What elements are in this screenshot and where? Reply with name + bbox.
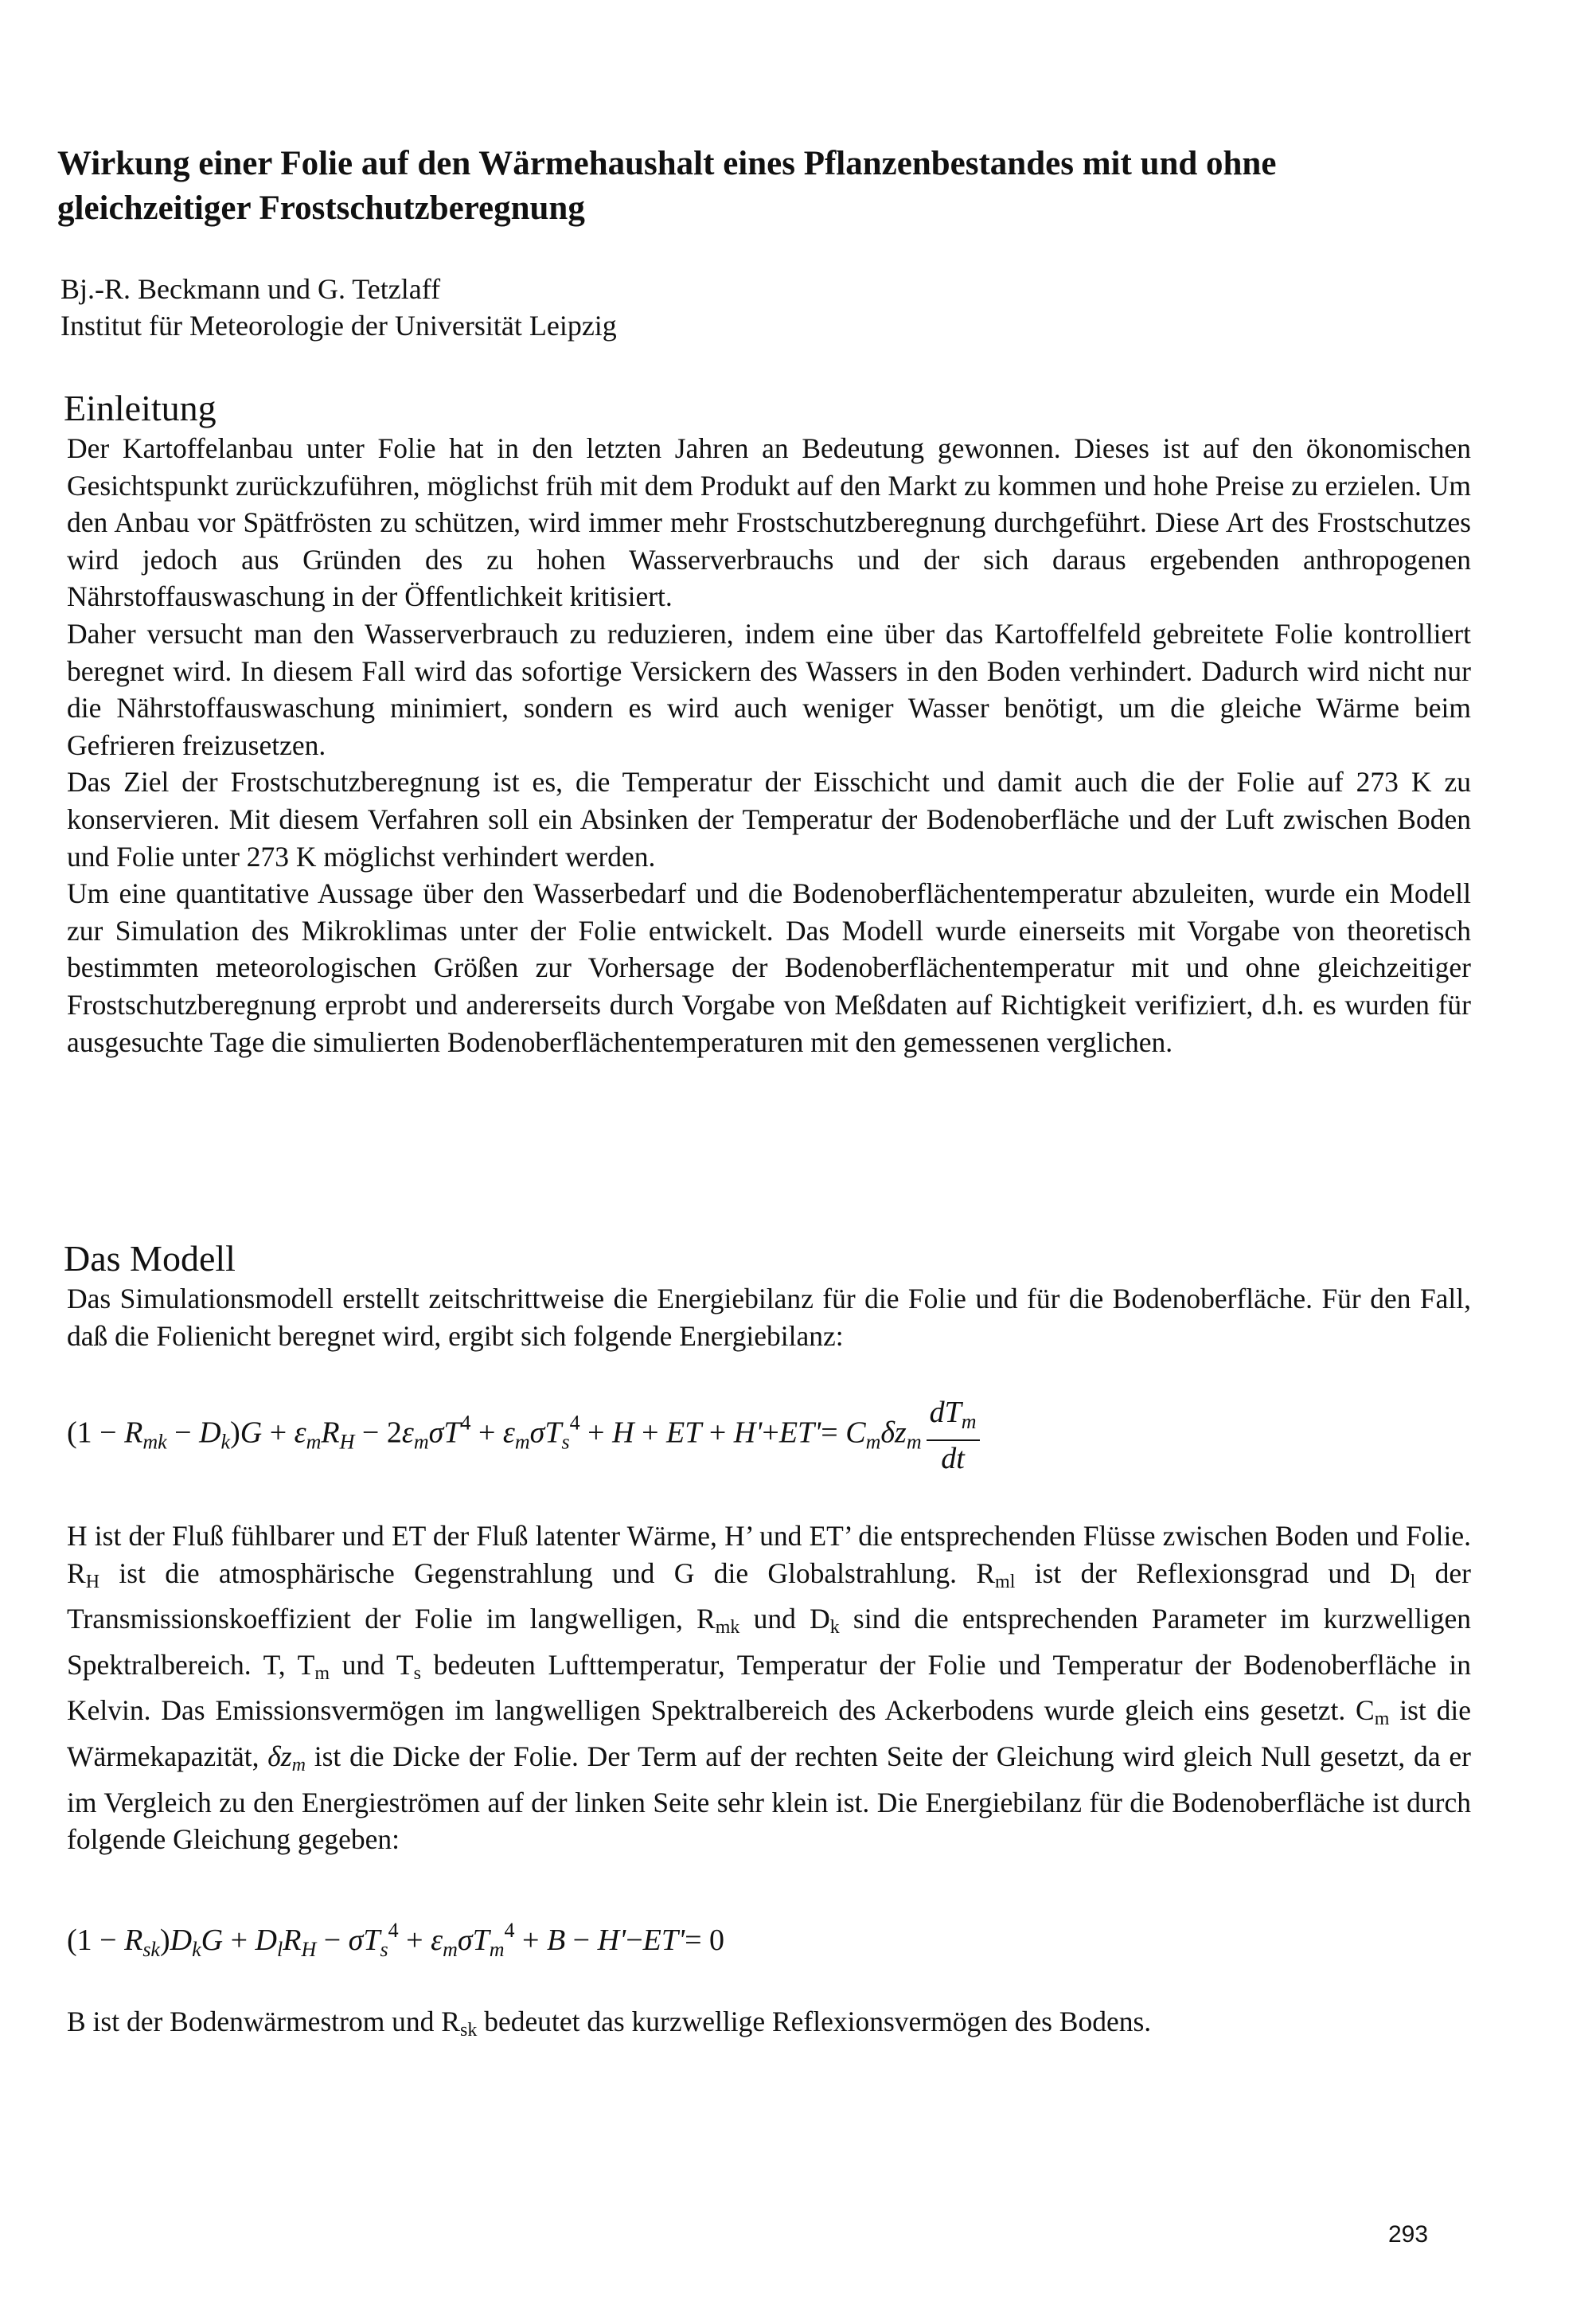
model-paragraph-1: Das Simulationsmodell erstellt zeitschrittweise die Energiebilanz für die Folie und für die Bodenoberfläche. Für den Fall, daß die Folienicht beregnet wird, ergibt sich folgende Energiebilanz: (67, 1283, 1471, 1352)
intro-text (67, 430, 1471, 1060)
equation-foil-energy-balance: $(1 - R_{mk} - D_k)G + \varepsilon_mR_H - 2\varepsilon_m\sigma T^4 + \varepsilon_m\sigma T_s^4 + H$ + ET + $H'+ET'= C_m\delta z_m$ $\frac{dT_m}{dt}$ (67, 1395, 980, 1476)
paper-title: Wirkung einer Folie auf den Wärmehaushalt eines Pflanzenbestandes mit und ohne gleichzeitiger Frostschutzberegnung (57, 145, 1277, 227)
intro-paragraph-4: Um eine quantitative Aussage über den Wasserbedarf und die Bodenoberflächentemperatur abzuleiten, wurde ein Modell zur Simulation des Mikroklimas unter der Folie entwickelt. Das Modell wurde einerseits mit Vorgabe von theoretisch bestimmten meteorologischen Größen zur Vorhersage der Bodenoberflächentemperatur mit und ohne gleichzeitiger Frostschutzberegnung erprobt und andererseits durch Vorgabe von Meßdaten auf Richtigkeit verifiziert, d.h. es wurden für ausgesuchte Tage die simulierten Bodenoberflächentemperaturen mit den gemessenen verglichen. (67, 877, 1471, 1058)
intro-paragraph-3: Das Ziel der Frostschutzberegnung ist es, die Temperatur der Eisschicht und damit auch die der Folie auf 273 K zu konservieren. Mit diesem Verfahren soll ein Absinken der Temperatur der Bodenoberfläche und der Luft zwischen Boden und Folie unter 273 K möglichst verhindert werden. (67, 766, 1471, 873)
model-paragraph-2: H ist der Fluß fühlbarer und ET der Fluß latenter Wärme, H’ und ET’ die entsprechenden Flüsse zwischen Boden und Folie. RH ist die atmosphärische Gegenstrahlung und G die Globalstrahlung. Rml ist der Reflexionsgrad und Dl der Transmissionskoeffizient der Folie im langwelligen, Rmk und Dk sind die entsprechenden Parameter im kurzwelligen Spektralbereich. T, Tm und Ts bedeuten Lufttemperatur, Temperatur der Folie und Temperatur der Bodenoberfläche in Kelvin. Das Emissionsvermögen im langwelligen Spektralbereich des Ackerbodens wurde gleich eins gesetzt. Cm ist die Wärmekapazität, δzm ist die Dicke der Folie. Der Term auf der rechten Seite der Gleichung wird gleich Null gesetzt, da er im Vergleich zu den Energieströmen auf der linken Seite sehr klein ist. Die Energiebilanz für die Bodenoberfläche ist durch folgende Gleichung gegeben: (67, 1520, 1472, 1856)
author-names: Bj.-R. Beckmann und G. Tetzlaff (60, 273, 441, 305)
intro-paragraph-1: Der Kartoffelanbau unter Folie hat in den letzten Jahren an Bedeutung gewonnen. Dieses ist auf den ökonomischen Gesichtspunkt zurückzuführen, möglichst früh mit dem Produkt auf den Markt zu kommen und hohe Preise zu erzielen. Um den Anbau vor Spätfrösten zu schützen, wird immer mehr Frostschutzberegnung durchgeführt. Diese Art des Frostschutzes wird jedoch aus Gründen des zu hohen Wasserverbrauchs und der sich daraus ergebenden anthropogenen Nährstoffauswaschung in der Öffentlichkeit kritisiert. (67, 432, 1471, 613)
author-institute: Institut für Meteorologie der Universität Leipzig (60, 310, 617, 342)
model-paragraph-3: B ist der Bodenwärmestrom und Rsk bedeutet das kurzwellige Reflexionsvermögen des Bodens. (67, 2006, 1152, 2041)
intro-paragraph-2: Daher versucht man den Wasserverbrauch zu reduzieren, indem eine über das Kartoffelfeld gebreitete Folie kontrolliert beregnet wird. In diesem Fall wird das sofortige Versickern des Wassers in den Boden verhindert. Dadurch wird nicht nur die Nährstoffauswaschung minimiert, sondern es wird auch weniger Wasser benötigt, um die gleiche Wärme beim Gefrieren freizusetzen. (67, 617, 1471, 761)
equation-soil-energy-balance: $(1 - R_{sk})D_kG + D_lR_H - \sigma T_s^4 + \varepsilon_m\sigma T_m^4 + B - H'-ET'= 0$ (67, 1919, 725, 1961)
section-heading-einleitung: Einleitung (64, 388, 217, 428)
author-block (60, 271, 617, 344)
page-number: 293 (1388, 2221, 1429, 2248)
section-heading-modell: Das Modell (64, 1238, 236, 1279)
